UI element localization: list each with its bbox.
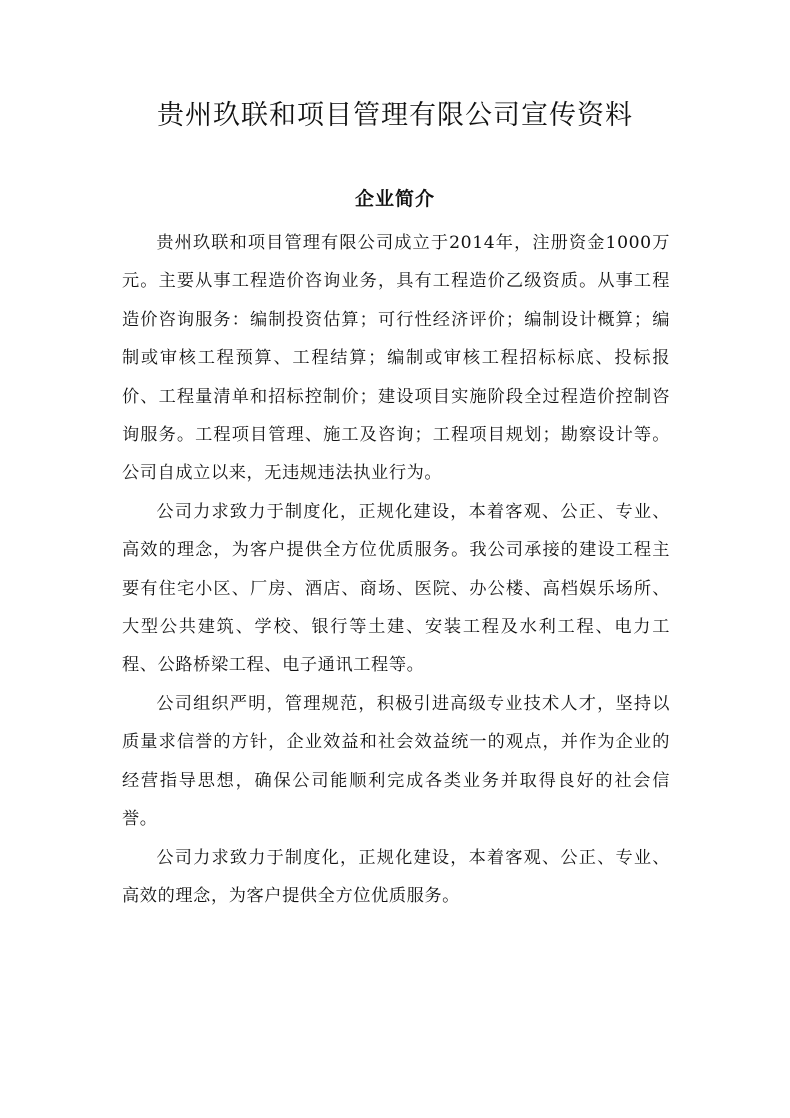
paragraph-1: 贵州玖联和项目管理有限公司成立于2014年，注册资金1000万元。主要从事工程造价咨询业务，具有工程造价乙级资质。从事工程造价咨询服务：编制投资估算；可行性经济评价；编制设计概算；编制或审核工程预算、工程结算；编制或审核工程招标标底、投标报价、工程量清单和招标控制价；建设项目实施阶段全过程造价控制咨询服务。工程项目管理、施工及咨询；工程项目规划；勘察设计等。公司自成立以来，无违规违法执业行为。 [122, 233, 670, 484]
document-body [122, 224, 670, 915]
section-heading: 企业简介 [354, 188, 435, 210]
paragraph-2: 公司力求致力于制度化，正规化建设，本着客观、公正、专业、高效的理念，为客户提供全方位优质服务。我公司承接的建设工程主要有住宅小区、厂房、酒店、商场、医院、办公楼、高档娱乐场所、大型公共建筑、学校、银行等土建、安装工程及水利工程、电力工程、公路桥梁工程、电子通讯工程等。 [122, 501, 670, 676]
document-title: 贵州玖联和项目管理有限公司宣传资料 [157, 100, 633, 131]
paragraph-4: 公司力求致力于制度化，正规化建设，本着客观、公正、专业、高效的理念，为客户提供全方位优质服务。 [122, 847, 670, 906]
paragraph-3: 公司组织严明，管理规范，积极引进高级专业技术人才，坚持以质量求信誉的方针，企业效益和社会效益统一的观点，并作为企业的经营指导思想，确保公司能顺利完成各类业务并取得良好的社会信誉。 [122, 693, 670, 830]
